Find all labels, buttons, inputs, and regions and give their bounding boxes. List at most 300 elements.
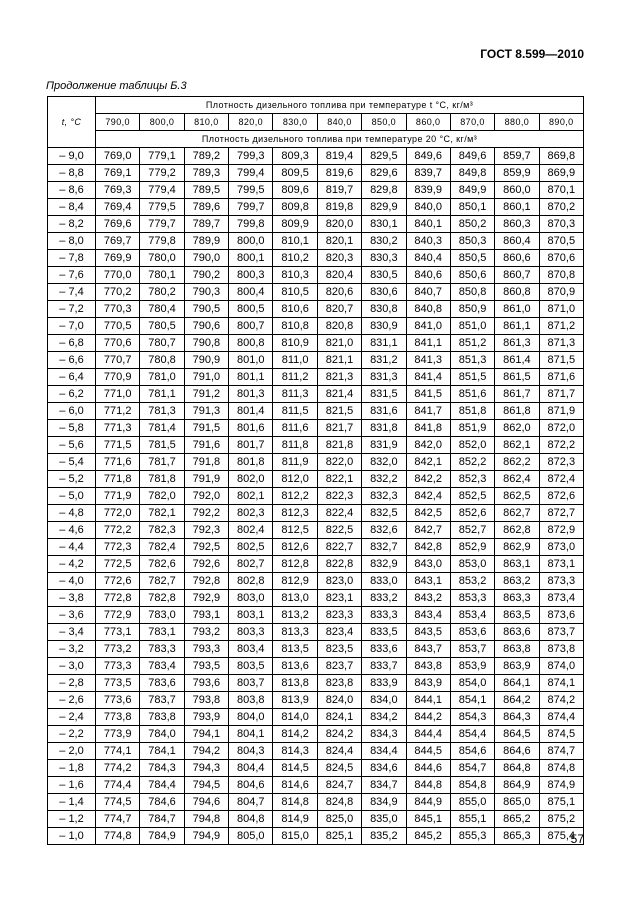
density-cell: 792,9 bbox=[184, 590, 228, 607]
temperature-cell: – 5,4 bbox=[48, 454, 96, 471]
density-cell: 772,6 bbox=[96, 573, 140, 590]
density-cell: 823,1 bbox=[317, 590, 361, 607]
table-row bbox=[48, 811, 584, 828]
density-cell: 769,0 bbox=[96, 148, 140, 165]
density-cell: 844,9 bbox=[406, 794, 450, 811]
density-cell: 800,3 bbox=[229, 267, 273, 284]
density-cell: 829,8 bbox=[362, 182, 406, 199]
density-cell: 794,1 bbox=[184, 726, 228, 743]
density-cell: 832,3 bbox=[362, 488, 406, 505]
density-cell: 774,5 bbox=[96, 794, 140, 811]
density-cell: 870,2 bbox=[539, 199, 583, 216]
table-row bbox=[48, 675, 584, 692]
density-cell: 780,4 bbox=[140, 301, 184, 318]
density-cell: 842,1 bbox=[406, 454, 450, 471]
density-cell: 784,6 bbox=[140, 794, 184, 811]
density-cell: 853,4 bbox=[450, 607, 494, 624]
density-cell: 772,0 bbox=[96, 505, 140, 522]
temperature-cell: – 6,2 bbox=[48, 386, 96, 403]
density-cell: 872,4 bbox=[539, 471, 583, 488]
density-cell: 803,0 bbox=[229, 590, 273, 607]
density-header-cell: 820,0 bbox=[229, 114, 273, 131]
density-cell: 860,4 bbox=[495, 233, 539, 250]
temperature-cell: – 3,8 bbox=[48, 590, 96, 607]
density-cell: 841,8 bbox=[406, 420, 450, 437]
table-row bbox=[48, 505, 584, 522]
temperature-cell: – 5,6 bbox=[48, 437, 96, 454]
density-cell: 794,5 bbox=[184, 777, 228, 794]
density-cell: 873,0 bbox=[539, 539, 583, 556]
table-row bbox=[48, 233, 584, 250]
density-cell: 874,2 bbox=[539, 692, 583, 709]
density-cell: 834,7 bbox=[362, 777, 406, 794]
density-cell: 822,1 bbox=[317, 471, 361, 488]
temperature-cell: – 8,8 bbox=[48, 165, 96, 182]
density-cell: 861,8 bbox=[495, 403, 539, 420]
density-cell: 793,8 bbox=[184, 692, 228, 709]
density-cell: 873,3 bbox=[539, 573, 583, 590]
density-cell: 810,8 bbox=[273, 318, 317, 335]
density-cell: 789,6 bbox=[184, 199, 228, 216]
density-cell: 804,4 bbox=[229, 760, 273, 777]
temperature-cell: – 7,6 bbox=[48, 267, 96, 284]
density-cell: 769,9 bbox=[96, 250, 140, 267]
density-cell: 842,4 bbox=[406, 488, 450, 505]
density-cell: 769,7 bbox=[96, 233, 140, 250]
density-cell: 822,8 bbox=[317, 556, 361, 573]
density-cell: 830,5 bbox=[362, 267, 406, 284]
temperature-cell: – 3,4 bbox=[48, 624, 96, 641]
density-cell: 840,7 bbox=[406, 284, 450, 301]
table-row bbox=[48, 539, 584, 556]
density-cell: 799,7 bbox=[229, 199, 273, 216]
density-cell: 874,7 bbox=[539, 743, 583, 760]
table-row bbox=[48, 556, 584, 573]
density-cell: 845,2 bbox=[406, 828, 450, 845]
density-cell: 801,8 bbox=[229, 454, 273, 471]
density-cell: 824,5 bbox=[317, 760, 361, 777]
density-cell: 849,9 bbox=[450, 182, 494, 199]
density-cell: 792,6 bbox=[184, 556, 228, 573]
density-cell: 864,6 bbox=[495, 743, 539, 760]
density-cell: 784,9 bbox=[140, 828, 184, 845]
table-row bbox=[48, 148, 584, 165]
density-cell: 831,2 bbox=[362, 352, 406, 369]
density-cell: 850,1 bbox=[450, 199, 494, 216]
density-cell: 813,3 bbox=[273, 624, 317, 641]
density-cell: 834,3 bbox=[362, 726, 406, 743]
density-values-row bbox=[48, 114, 584, 131]
temperature-cell: – 4,8 bbox=[48, 505, 96, 522]
density-cell: 782,6 bbox=[140, 556, 184, 573]
standard-code: ГОСТ 8.599—2010 bbox=[480, 47, 584, 61]
density-cell: 869,9 bbox=[539, 165, 583, 182]
density-cell: 843,9 bbox=[406, 675, 450, 692]
density-cell: 871,9 bbox=[539, 403, 583, 420]
density-cell: 779,8 bbox=[140, 233, 184, 250]
density-cell: 814,9 bbox=[273, 811, 317, 828]
density-cell: 800,4 bbox=[229, 284, 273, 301]
density-cell: 801,0 bbox=[229, 352, 273, 369]
density-cell: 853,2 bbox=[450, 573, 494, 590]
density-cell: 770,5 bbox=[96, 318, 140, 335]
density-cell: 810,5 bbox=[273, 284, 317, 301]
density-cell: 804,3 bbox=[229, 743, 273, 760]
density-cell: 790,2 bbox=[184, 267, 228, 284]
density-cell: 820,0 bbox=[317, 216, 361, 233]
density-cell: 859,9 bbox=[495, 165, 539, 182]
density-cell: 861,3 bbox=[495, 335, 539, 352]
table-row bbox=[48, 743, 584, 760]
density-cell: 821,8 bbox=[317, 437, 361, 454]
density-cell: 789,5 bbox=[184, 182, 228, 199]
temperature-cell: – 5,8 bbox=[48, 420, 96, 437]
density-cell: 843,4 bbox=[406, 607, 450, 624]
page-number: 57 bbox=[570, 832, 584, 846]
density-cell: 854,4 bbox=[450, 726, 494, 743]
density-cell: 793,1 bbox=[184, 607, 228, 624]
density-cell: 790,6 bbox=[184, 318, 228, 335]
density-cell: 843,7 bbox=[406, 641, 450, 658]
density-cell: 832,7 bbox=[362, 539, 406, 556]
density-cell: 811,2 bbox=[273, 369, 317, 386]
density-cell: 773,5 bbox=[96, 675, 140, 692]
density-table bbox=[47, 96, 584, 845]
density-cell: 831,5 bbox=[362, 386, 406, 403]
density-cell: 852,9 bbox=[450, 539, 494, 556]
density-cell: 863,9 bbox=[495, 658, 539, 675]
density-cell: 874,8 bbox=[539, 760, 583, 777]
density-cell: 823,3 bbox=[317, 607, 361, 624]
density-cell: 812,8 bbox=[273, 556, 317, 573]
temperature-cell: – 4,0 bbox=[48, 573, 96, 590]
density-cell: 772,9 bbox=[96, 607, 140, 624]
temperature-cell: – 1,6 bbox=[48, 777, 96, 794]
temperature-cell: – 3,0 bbox=[48, 658, 96, 675]
table-row bbox=[48, 471, 584, 488]
density-cell: 819,7 bbox=[317, 182, 361, 199]
density-cell: 819,8 bbox=[317, 199, 361, 216]
density-cell: 792,5 bbox=[184, 539, 228, 556]
density-cell: 804,6 bbox=[229, 777, 273, 794]
density-cell: 859,7 bbox=[495, 148, 539, 165]
density-cell: 840,3 bbox=[406, 233, 450, 250]
density-cell: 864,3 bbox=[495, 709, 539, 726]
density-cell: 779,1 bbox=[140, 148, 184, 165]
density-cell: 781,3 bbox=[140, 403, 184, 420]
density-cell: 821,0 bbox=[317, 335, 361, 352]
table-row bbox=[48, 607, 584, 624]
table-row bbox=[48, 454, 584, 471]
density-cell: 861,7 bbox=[495, 386, 539, 403]
density-cell: 782,0 bbox=[140, 488, 184, 505]
density-cell: 863,1 bbox=[495, 556, 539, 573]
table-row bbox=[48, 182, 584, 199]
density-cell: 872,3 bbox=[539, 454, 583, 471]
density-cell: 781,0 bbox=[140, 369, 184, 386]
density-cell: 841,3 bbox=[406, 352, 450, 369]
density-cell: 814,2 bbox=[273, 726, 317, 743]
table-row bbox=[48, 250, 584, 267]
density-cell: 870,8 bbox=[539, 267, 583, 284]
density-cell: 873,7 bbox=[539, 624, 583, 641]
density-cell: 791,5 bbox=[184, 420, 228, 437]
density-cell: 772,3 bbox=[96, 539, 140, 556]
density-cell: 833,2 bbox=[362, 590, 406, 607]
density-cell: 802,0 bbox=[229, 471, 273, 488]
density-cell: 779,2 bbox=[140, 165, 184, 182]
density-cell: 842,2 bbox=[406, 471, 450, 488]
table-row bbox=[48, 573, 584, 590]
density-cell: 871,5 bbox=[539, 352, 583, 369]
density-cell: 854,7 bbox=[450, 760, 494, 777]
density-cell: 782,4 bbox=[140, 539, 184, 556]
density-cell: 853,6 bbox=[450, 624, 494, 641]
density-cell: 809,3 bbox=[273, 148, 317, 165]
density-cell: 774,7 bbox=[96, 811, 140, 828]
density-cell: 791,9 bbox=[184, 471, 228, 488]
density-cell: 825,0 bbox=[317, 811, 361, 828]
density-cell: 803,5 bbox=[229, 658, 273, 675]
density-cell: 860,6 bbox=[495, 250, 539, 267]
header-density-at-t: Плотность дизельного топлива при температуре t °С, кг/м³ bbox=[96, 97, 584, 114]
table-row bbox=[48, 284, 584, 301]
density-cell: 784,0 bbox=[140, 726, 184, 743]
density-cell: 779,7 bbox=[140, 216, 184, 233]
density-header-cell: 830,0 bbox=[273, 114, 317, 131]
density-cell: 834,4 bbox=[362, 743, 406, 760]
density-cell: 823,7 bbox=[317, 658, 361, 675]
density-cell: 821,4 bbox=[317, 386, 361, 403]
temperature-cell: – 7,8 bbox=[48, 250, 96, 267]
density-cell: 851,0 bbox=[450, 318, 494, 335]
density-cell: 813,2 bbox=[273, 607, 317, 624]
density-cell: 823,4 bbox=[317, 624, 361, 641]
density-cell: 874,5 bbox=[539, 726, 583, 743]
temperature-cell: – 8,4 bbox=[48, 199, 96, 216]
density-cell: 813,8 bbox=[273, 675, 317, 692]
density-cell: 830,6 bbox=[362, 284, 406, 301]
density-cell: 840,6 bbox=[406, 267, 450, 284]
density-cell: 842,7 bbox=[406, 522, 450, 539]
density-cell: 840,0 bbox=[406, 199, 450, 216]
density-cell: 849,8 bbox=[450, 165, 494, 182]
density-cell: 833,6 bbox=[362, 641, 406, 658]
temperature-cell: – 8,0 bbox=[48, 233, 96, 250]
density-cell: 803,7 bbox=[229, 675, 273, 692]
density-cell: 801,7 bbox=[229, 437, 273, 454]
table-row bbox=[48, 335, 584, 352]
density-cell: 861,1 bbox=[495, 318, 539, 335]
density-cell: 853,7 bbox=[450, 641, 494, 658]
density-cell: 800,1 bbox=[229, 250, 273, 267]
table-row bbox=[48, 828, 584, 845]
density-cell: 810,6 bbox=[273, 301, 317, 318]
table-row bbox=[48, 726, 584, 743]
density-cell: 789,7 bbox=[184, 216, 228, 233]
density-cell: 812,3 bbox=[273, 505, 317, 522]
temperature-cell: – 7,0 bbox=[48, 318, 96, 335]
density-cell: 774,2 bbox=[96, 760, 140, 777]
density-cell: 854,1 bbox=[450, 692, 494, 709]
density-cell: 790,8 bbox=[184, 335, 228, 352]
temperature-cell: – 2,2 bbox=[48, 726, 96, 743]
table-caption: Продолжение таблицы Б.3 bbox=[46, 80, 187, 92]
density-cell: 782,1 bbox=[140, 505, 184, 522]
density-cell: 812,9 bbox=[273, 573, 317, 590]
density-cell: 790,0 bbox=[184, 250, 228, 267]
density-cell: 823,5 bbox=[317, 641, 361, 658]
temperature-cell: – 3,6 bbox=[48, 607, 96, 624]
table-row bbox=[48, 420, 584, 437]
density-cell: 794,8 bbox=[184, 811, 228, 828]
density-cell: 870,1 bbox=[539, 182, 583, 199]
temperature-cell: – 8,2 bbox=[48, 216, 96, 233]
density-cell: 853,9 bbox=[450, 658, 494, 675]
density-cell: 844,2 bbox=[406, 709, 450, 726]
density-cell: 831,8 bbox=[362, 420, 406, 437]
density-header-cell: 860,0 bbox=[406, 114, 450, 131]
density-cell: 833,5 bbox=[362, 624, 406, 641]
density-cell: 810,1 bbox=[273, 233, 317, 250]
density-cell: 813,5 bbox=[273, 641, 317, 658]
density-cell: 873,8 bbox=[539, 641, 583, 658]
density-cell: 813,6 bbox=[273, 658, 317, 675]
density-header-cell: 800,0 bbox=[140, 114, 184, 131]
density-cell: 781,4 bbox=[140, 420, 184, 437]
density-cell: 769,4 bbox=[96, 199, 140, 216]
density-cell: 794,2 bbox=[184, 743, 228, 760]
density-cell: 843,5 bbox=[406, 624, 450, 641]
density-cell: 841,1 bbox=[406, 335, 450, 352]
density-cell: 855,0 bbox=[450, 794, 494, 811]
density-cell: 850,6 bbox=[450, 267, 494, 284]
density-cell: 850,2 bbox=[450, 216, 494, 233]
density-cell: 834,6 bbox=[362, 760, 406, 777]
density-cell: 850,8 bbox=[450, 284, 494, 301]
density-cell: 791,3 bbox=[184, 403, 228, 420]
temperature-cell: – 6,8 bbox=[48, 335, 96, 352]
density-cell: 813,0 bbox=[273, 590, 317, 607]
density-cell: 810,9 bbox=[273, 335, 317, 352]
density-cell: 822,3 bbox=[317, 488, 361, 505]
density-cell: 843,0 bbox=[406, 556, 450, 573]
density-cell: 804,7 bbox=[229, 794, 273, 811]
density-cell: 809,8 bbox=[273, 199, 317, 216]
density-cell: 839,7 bbox=[406, 165, 450, 182]
density-cell: 791,6 bbox=[184, 437, 228, 454]
density-cell: 872,9 bbox=[539, 522, 583, 539]
density-cell: 799,4 bbox=[229, 165, 273, 182]
temperature-cell: – 3,2 bbox=[48, 641, 96, 658]
density-cell: 794,9 bbox=[184, 828, 228, 845]
density-cell: 799,3 bbox=[229, 148, 273, 165]
density-cell: 780,5 bbox=[140, 318, 184, 335]
density-cell: 851,5 bbox=[450, 369, 494, 386]
density-cell: 819,6 bbox=[317, 165, 361, 182]
density-cell: 814,5 bbox=[273, 760, 317, 777]
density-cell: 769,6 bbox=[96, 216, 140, 233]
density-cell: 855,3 bbox=[450, 828, 494, 845]
density-cell: 832,9 bbox=[362, 556, 406, 573]
density-cell: 860,3 bbox=[495, 216, 539, 233]
density-cell: 804,0 bbox=[229, 709, 273, 726]
table-row bbox=[48, 522, 584, 539]
temperature-cell: – 4,6 bbox=[48, 522, 96, 539]
temperature-cell: – 2,6 bbox=[48, 692, 96, 709]
density-cell: 833,0 bbox=[362, 573, 406, 590]
density-cell: 840,4 bbox=[406, 250, 450, 267]
temperature-cell: – 5,2 bbox=[48, 471, 96, 488]
density-cell: 841,0 bbox=[406, 318, 450, 335]
table-row bbox=[48, 369, 584, 386]
density-cell: 820,3 bbox=[317, 250, 361, 267]
density-cell: 871,6 bbox=[539, 369, 583, 386]
density-cell: 804,1 bbox=[229, 726, 273, 743]
density-cell: 850,3 bbox=[450, 233, 494, 250]
temperature-cell: – 6,4 bbox=[48, 369, 96, 386]
density-cell: 793,9 bbox=[184, 709, 228, 726]
table-row bbox=[48, 216, 584, 233]
density-cell: 861,0 bbox=[495, 301, 539, 318]
density-cell: 784,4 bbox=[140, 777, 184, 794]
density-cell: 864,9 bbox=[495, 777, 539, 794]
density-cell: 784,1 bbox=[140, 743, 184, 760]
density-cell: 849,6 bbox=[450, 148, 494, 165]
density-cell: 781,1 bbox=[140, 386, 184, 403]
density-cell: 851,9 bbox=[450, 420, 494, 437]
density-cell: 771,0 bbox=[96, 386, 140, 403]
density-cell: 829,9 bbox=[362, 199, 406, 216]
table-row bbox=[48, 590, 584, 607]
temperature-cell: – 6,6 bbox=[48, 352, 96, 369]
density-cell: 784,3 bbox=[140, 760, 184, 777]
density-cell: 875,1 bbox=[539, 794, 583, 811]
density-cell: 792,0 bbox=[184, 488, 228, 505]
density-cell: 783,6 bbox=[140, 675, 184, 692]
density-cell: 839,9 bbox=[406, 182, 450, 199]
density-cell: 830,2 bbox=[362, 233, 406, 250]
density-cell: 872,0 bbox=[539, 420, 583, 437]
density-cell: 844,1 bbox=[406, 692, 450, 709]
density-cell: 870,5 bbox=[539, 233, 583, 250]
density-cell: 810,3 bbox=[273, 267, 317, 284]
density-cell: 844,4 bbox=[406, 726, 450, 743]
density-cell: 822,4 bbox=[317, 505, 361, 522]
density-cell: 874,9 bbox=[539, 777, 583, 794]
density-cell: 854,0 bbox=[450, 675, 494, 692]
density-cell: 771,3 bbox=[96, 420, 140, 437]
density-cell: 871,3 bbox=[539, 335, 583, 352]
density-cell: 780,1 bbox=[140, 267, 184, 284]
density-cell: 870,9 bbox=[539, 284, 583, 301]
density-cell: 799,5 bbox=[229, 182, 273, 199]
density-cell: 804,8 bbox=[229, 811, 273, 828]
density-cell: 781,8 bbox=[140, 471, 184, 488]
temperature-cell: – 4,4 bbox=[48, 539, 96, 556]
density-cell: 802,7 bbox=[229, 556, 273, 573]
density-cell: 869,8 bbox=[539, 148, 583, 165]
density-header-cell: 790,0 bbox=[96, 114, 140, 131]
density-cell: 812,5 bbox=[273, 522, 317, 539]
density-cell: 792,2 bbox=[184, 505, 228, 522]
density-cell: 860,7 bbox=[495, 267, 539, 284]
density-cell: 813,9 bbox=[273, 692, 317, 709]
temperature-cell: – 2,0 bbox=[48, 743, 96, 760]
density-cell: 800,5 bbox=[229, 301, 273, 318]
table-row bbox=[48, 760, 584, 777]
density-cell: 822,7 bbox=[317, 539, 361, 556]
